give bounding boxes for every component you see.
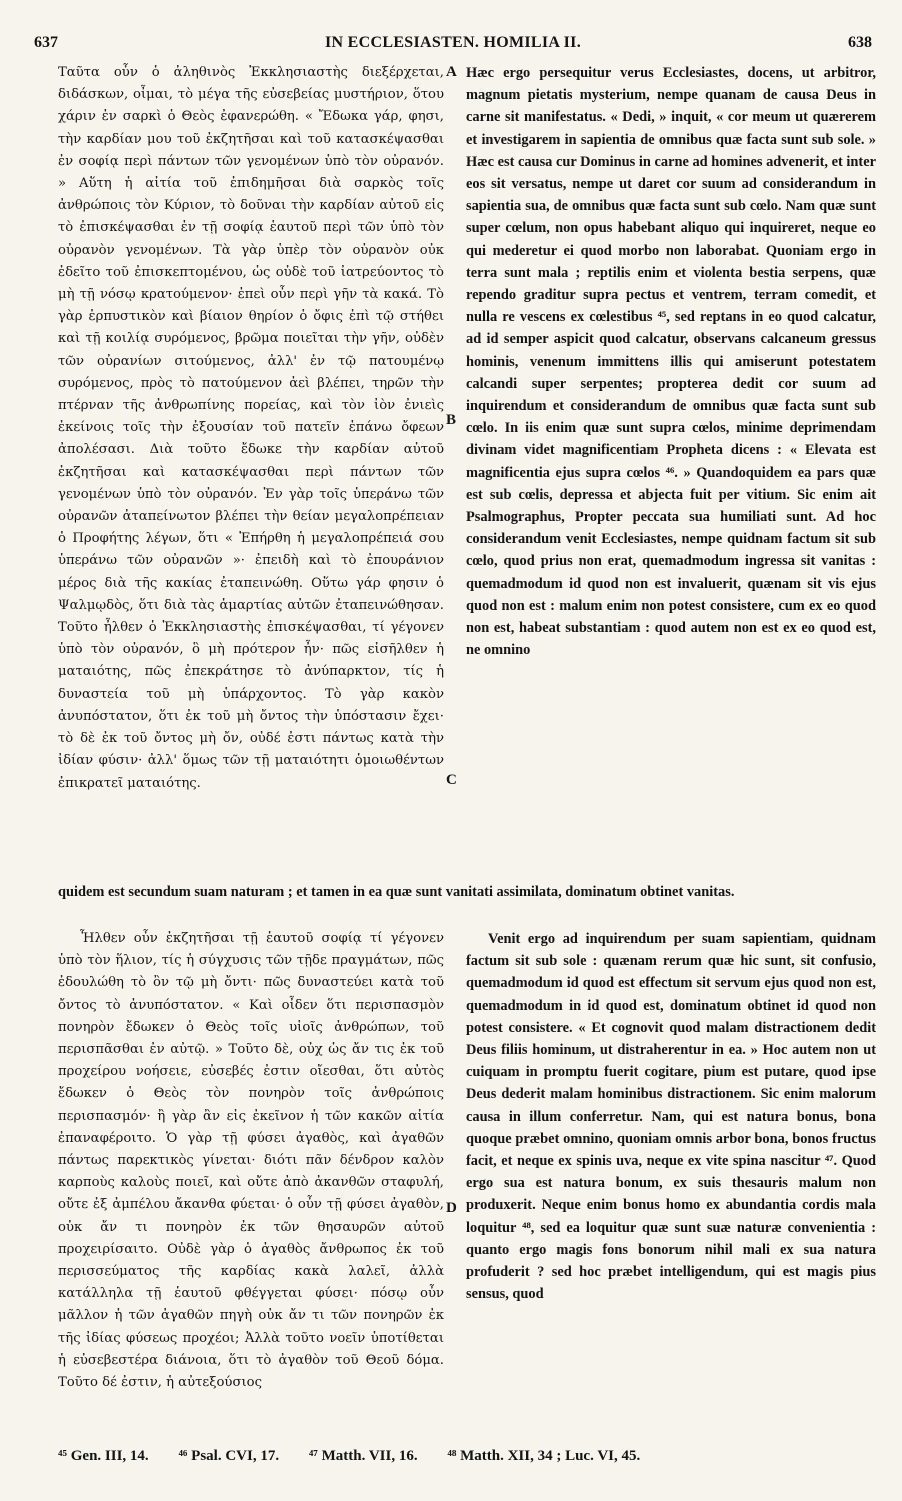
page-header [34, 34, 872, 58]
page-number-right: 638 [848, 34, 872, 51]
footnote: ⁴⁸ Matth. XII, 34 ; Luc. VI, 45. [447, 1448, 641, 1464]
full-width-line: quidem est secundum suam naturam ; et tamen in ea quæ sunt vanitati assimilata, dominatum obtinet vanitas. [58, 884, 735, 900]
greek-column-top [58, 62, 444, 795]
margin-marker-b: B [446, 412, 457, 428]
greek-column-bottom [58, 928, 444, 1394]
margin-marker-a: A [446, 64, 457, 80]
footnote: ⁴⁶ Psal. CVI, 17. [178, 1448, 280, 1464]
greek-paragraph: Ταῦτα οὖν ὁ ἀληθινὸς Ἐκκλησιαστὴς διεξέρχεται, διδάσκων, οἶμαι, τὸ μέγα τῆς εὐσεβείας μυστήριον, ὅτου χάριν ἐν σαρκὶ ὁ Θεὸς ἐφανερώθη. « Ἔδωκα γάρ, φησι, τὴν καρδίαν μου τοῦ ἐκζητῆσαι καὶ τοῦ κατασκέψασθαι ἐν σοφίᾳ περὶ πάντων τῶν γενομένων ὑπὸ τὸν οὐρανόν. » Αὕτη ἡ αἰτία τοῦ ἐπιδημῆσαι διὰ σαρκὸς τοῖς ἀνθρώποις τὸν Κύριον, τὸ δοῦναι τὴν καρδίαν αὐτοῦ εἰς τὸ ἐπισκέψασθαι ἐν τῇ σοφίᾳ ἑαυτοῦ περὶ τῶν ὑπὸ τὸν οὐρανὸν γενομένων. Τὰ γὰρ ὑπὲρ τὸν οὐρανὸν οὐκ ἐδεῖτο τοῦ ἐπισκεπτομένου, ὡς οὐδὲ τοῦ ἰατρεύοντος τὸ μὴ τῇ νόσῳ κρατούμενον· ἐπεὶ οὖν περὶ γῆν τὰ κακά. Τὸ γὰρ ἑρπυστικὸν καὶ βίαιον θηρίον ὁ ὄφις ἐπὶ τῷ στήθει καὶ τῇ κοιλίᾳ συρόμενος, βρῶμα ποιεῖται τὴν γῆν, οὐδὲν τῶν οὐρανίων σιτούμενος, ἀλλ' ἐν τῷ πατουμένῳ συρόμενος, πρὸς τὸ πατούμενον ἀεὶ βλέπει, τηρῶν τὴν πτέρναν τῆς ἀνθρωπίνης πορείας, καὶ τὸν ἰὸν ἐνιεὶς ἐκείνοις τοῖς τὴν ἐξουσίαν τοῦ πατεῖν ἐπάνω ὄφεων ἀπολέσασι. Διὰ τοῦτο ἔδωκε τὴν καρδίαν αὐτοῦ ἐκζητῆσαι καὶ κατασκέψασθαι περὶ πάντων τῶν γενομένων ὑπὸ τὸν οὐρανόν. Ἐν γὰρ τοῖς ὑπεράνω τῶν οὐρανῶν ἀταπείνωτον βλέπει τὴν θείαν μεγαλοπρέπειαν ὁ Προφήτης λέγων, ὅτι « Ἐπήρθη ἡ μεγαλοπρέπειά σου ὑπεράνω τῶν οὐρανῶν »· ἐπειδὴ καὶ τὸ ἐπουράνιον μέρος διὰ τῆς κακίας ἐταπεινώθη. Οὕτω γάρ φησιν ὁ Ψαλμῳδὸς, ὅτι διὰ τὰς ἁμαρτίας αὐτῶν ἐταπεινώθησαν. Τοῦτο ἦλθεν ὁ Ἐκκλησιαστὴς ἐπισκέψασθαι, τί γέγονεν ὑπὸ τὸν οὐρανόν, ὃ μὴ πρότερον ἦν· πῶς εἰσῆλθεν ἡ ματαιότης, πῶς ἐπεκράτησε τὸ ἀνύπαρκτον, τίς ἡ δυναστεία τοῦ μὴ ὑπάρχοντος. Τὸ γὰρ κακὸν ἀνυπόστατον, ὅτι ἐκ τοῦ μὴ ὄντος τὴν ὑπόστασιν ἔχει· τὸ δὲ ἐκ τοῦ ὄντος μὴ ὄν, οὐδέ ἐστι πάντως κατὰ τὴν ἰδίαν φύσιν· ἀλλ' ὅμως τῶν τῇ ματαιότητι ὁμοιωθέντων ἐπικρατεῖ ματαιότης. [58, 65, 444, 791]
footnotes [58, 1448, 878, 1465]
margin-marker-c: C [446, 772, 457, 788]
margin-marker-d: D [446, 1200, 457, 1216]
page-number-left: 637 [34, 34, 58, 51]
latin-paragraph: Venit ergo ad inquirendum per suam sapientiam, quidnam factum sit sub sole : quænam rerum quæ hic sunt, sit confusio, quemadmodum id quod est effectum sit servum ejus quod non est, quemadmodum in id quod est, dominatum obtinet id quod non potest consistere. « Et cognovit quod malam distractionem dedit Deus filiis hominum, ut distraherentur in ea. » Hoc autem non ut cuiquam in promptu fuerit cogitare, pium est putare, quod ipse Deus dederit malam hominibus distractionem. Sic enim malorum causa in illum conferretur. Nam, qui est natura bonus, bona quoque præbet omnino, quoniam omnis arbor bona, bonos fructus facit, et neque ex spinis uva, neque ex vite spina nascitur ⁴⁷. Quod ergo sua est natura bonum, ex suis thesauris malum non produxerit. Neque enim bonus homo ex abundantia cordis mala loquitur ⁴⁸, sed ea loquitur quæ sunt suæ naturæ convenientia : quanto ergo magis fons bonorum nihil mali ex sua natura profuderit ? sed hoc præbet intelligendum, qui est magis pius sensus, quod [466, 931, 876, 1303]
running-title: IN ECCLESIASTEN. HOMILIA II. [324, 34, 582, 51]
footnote: ⁴⁵ Gen. III, 14. [58, 1448, 149, 1464]
greek-paragraph: Ἦλθεν οὖν ἐκζητῆσαι τῇ ἑαυτοῦ σοφίᾳ τί γέγονεν ὑπὸ τὸν ἥλιον, τίς ἡ σύγχυσις τῶν τῇδε πραγμάτων, πῶς ἐδουλώθη τὸ ὂν τῷ μὴ ὄντι· πῶς δυναστεύει κατὰ τοῦ ὄντος τὸ ἀνυπόστατον. « Καὶ οἶδεν ὅτι περισπασμὸν πονηρὸν ἔδωκεν ὁ Θεὸς τοῖς υἱοῖς ἀνθρώπων, τοῦ περισπᾶσθαι ἐν αὐτῷ. » Τοῦτο δὲ, οὐχ ὡς ἄν τις ἐκ τοῦ προχείρου νοήσειε, εὐσεβές ἐστιν οἴεσθαι, ὅτι αὐτὸς ἔδωκεν ὁ Θεὸς τὸν πονηρὸν τοῖς ἀνθρώποις περισπασμόν· ἢ γὰρ ἂν εἰς ἐκεῖνον ἡ τῶν κακῶν αἰτία ἐπαναφέροιτο. Ὁ γὰρ τῇ φύσει ἀγαθὸς, καὶ ἀγαθῶν πάντως παρεκτικὸς γίνεται· διότι πᾶν δένδρον καλὸν καρποὺς καλοὺς ποιεῖ, καὶ οὔτε ἀπὸ ἀκανθῶν σταφυλή, οὔτε ἐξ ἀμπέλου ἄκανθα φύεται· ὁ οὖν τῇ φύσει ἀγαθὸν, οὐκ ἄν τι πονηρὸν ἐκ τῶν θησαυρῶν αὐτοῦ προχειρίσαιτο. Οὐδὲ γὰρ ὁ ἀγαθὸς ἄνθρωπος ἐκ τοῦ περισσεύματος τῆς καρδίας κακὰ λαλεῖ, ἀλλὰ κατάλληλα τῇ ἑαυτοῦ φθέγγεται φύσει· πόσῳ οὖν μᾶλλον ἡ τῶν ἀγαθῶν πηγὴ οὐκ ἄν τι τῶν πονηρῶν ἐκ τῆς ἰδίας φύσεως προχέοι; Ἀλλὰ τοῦτο νοεῖν ὑποτίθεται ἡ εὐσεβεστέρα διάνοια, ὅτι τὸ ἀγαθὸν τοῦ Θεοῦ δόμα. Τοῦτο δέ ἐστιν, ἡ αὐτεξούσιος [58, 931, 444, 1391]
latin-paragraph: Hæc ergo persequitur verus Ecclesiastes, docens, ut arbitror, magnum pietatis mysterium, nempe quanam de causa Deus in carne sit manifestatus. « Dedi, » inquit, « cor meum ut quærerem et investigarem in sapientia de omnibus quæ facta sunt sub sole. » Hæc est causa cur Dominus in carne ad homines advenerit, et inter eos sit versatus, nempe ut daret cor suum ad considerandum in sapientia sua, de omnibus quæ facta sunt sub cœlo. Nam quæ sunt super cœlum, non opus habebant aliquo qui inquireret, neque eo qui mederetur ei quod morbo non laborabat. Quoniam ergo in terra sunt mala ; reptilis enim et violenta bestia serpens, quæ rependo graditur supra pectus et ventrem, terram comedit, et nulla re vescens ex cœlestibus ⁴⁵, sed reptans in eo quod calcatur, ad id semper aspicit quod calcatur, observans calcaneum gressus hominis, venenum immittens illis qui amiserunt potestatem calcandi super serpentes; propterea dedit cor suum ad inquirendum et considerandum de omnibus quæ facta sunt sub cœlo. In iis enim quæ sunt supra cœlos, minime deprimendam divinam videt magnificentiam Propheta dicens : « Elevata est magnificentia ejus supra cœlos ⁴⁶. » Quandoquidem ea pars quæ est sub cœlis, depressa et abjecta fuit per vitium. Sic enim ait Psalmographus, Propter peccata sua humiliati sunt. Ad hoc considerandum venit Ecclesiastes, nempe quidnam factum sit sub cœlo, quod prius non erat, quemadmodum ingressa sit vanitas : quemadmodum id quod non est invaluerit, quænam sit vis ejus quod non est : malum enim non potest consistere, cum ex eo quod non est, habeat substantiam : quod autem non est ex eo quod est, ne omnino [466, 65, 876, 659]
latin-column-bottom [466, 928, 876, 1305]
latin-column-top [466, 62, 876, 661]
footnote: ⁴⁷ Matth. VII, 16. [308, 1448, 418, 1464]
